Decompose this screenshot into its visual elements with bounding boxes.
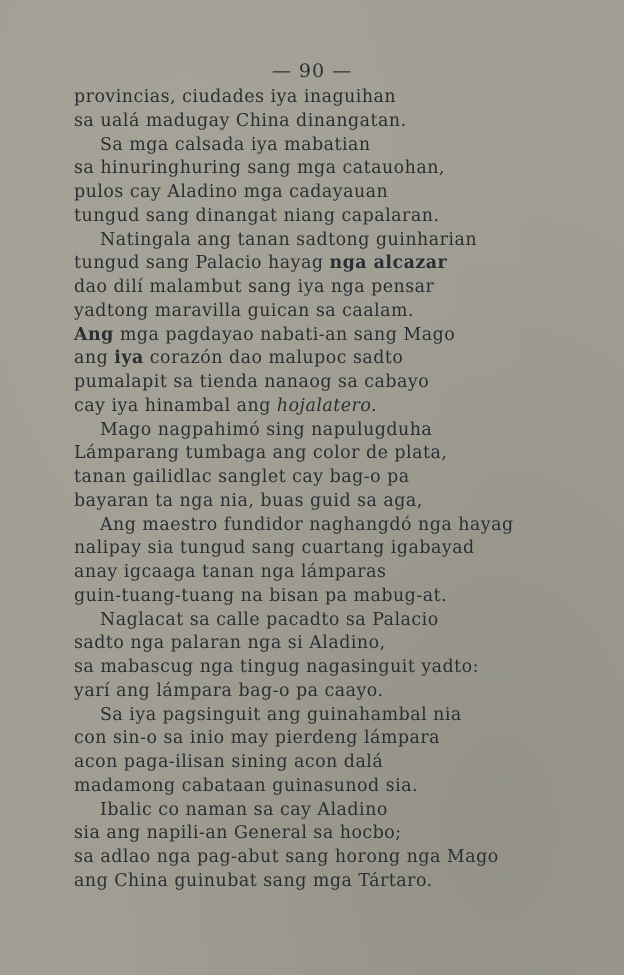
text-line [74,181,574,205]
text-segment: ang [74,348,115,369]
text-line [74,395,574,419]
poem-text [74,86,574,894]
text-line [74,585,574,609]
text-segment: iya [114,348,144,369]
text-line [74,442,574,466]
text-segment: Lámparang tumbaga ang color de plata, [74,443,448,464]
text-segment: con sin-o sa inio may pierdeng lámpara [74,728,441,749]
page-number: — 90 — [271,60,353,82]
text-line [74,656,574,680]
text-segment: cay iya hinambal ang [74,395,277,416]
text-segment: provincias, ciudades iya inaguihan [74,87,397,107]
text-line [74,537,574,561]
text-line [74,799,574,823]
text-segment: sadto nga palaran nga si Aladino, [74,633,386,654]
text-line [74,822,574,846]
text-segment: Sa iya pagsinguit ang guinahambal nia [100,704,462,725]
text-line [74,86,574,110]
text-line [74,347,574,371]
text-segment: hojalatero. [276,395,378,416]
text-segment: nalipay sia tungud sang cuartang igabayad [74,538,475,559]
text-line [74,466,574,490]
text-segment: tungud sang Palacio hayag [74,253,330,274]
text-line [74,727,574,751]
text-line [74,110,574,134]
text-segment: nga alcazar [329,253,448,274]
text-segment: sa hinuringhuring sang mga catauohan, [74,158,445,179]
text-line [74,870,574,894]
text-segment: acon paga-ilisan sining acon dalá [74,752,384,772]
text-line [74,276,574,300]
text-line [74,632,574,656]
text-segment: anay igcaaga tanan nga lámparas [74,562,387,582]
text-segment: Ibalic co naman sa cay Aladino [100,799,388,820]
text-line [74,205,574,229]
text-segment: Ang maestro fundidor naghangdó nga hayag [100,514,514,535]
text-line [74,680,574,704]
text-segment: sa adlao nga pag-abut sang horong nga Mago [74,847,499,867]
text-line [74,751,574,775]
text-line [74,514,574,538]
text-segment: sa mabascug nga tingug nagasinguit yadto: [74,657,479,677]
text-segment: ang China guinubat sang mga Tártaro. [74,870,433,891]
text-segment: tanan gailidlac sanglet cay bag-o pa [74,467,410,487]
text-segment: Mago nagpahimó sing napulugduha [100,419,433,440]
text-line [74,229,574,253]
text-line [74,846,574,870]
text-segment: guin-tuang-tuang na bisan pa mabug-at. [74,585,448,606]
text-segment: mga pagdayao nabati-an sang Mago [113,324,456,345]
text-line [74,561,574,585]
text-segment: bayaran ta nga nia, buas guid sa aga, [74,490,423,511]
text-segment: tungud sang dinangat niang capalaran. [74,205,440,226]
text-segment: corazón dao malupoc sadto [143,348,404,369]
text-segment: sia ang napili-an General sa hocbo; [74,823,402,844]
text-line [74,157,574,181]
text-line [74,490,574,514]
text-segment: pumalapit sa tienda nanaog sa cabayo [74,372,430,392]
text-segment: Natingala ang tanan sadtong guinharian [100,229,478,250]
text-line [74,324,574,348]
text-segment: pulos cay Aladino mga cadayauan [74,182,389,202]
text-line [74,300,574,324]
text-segment: sa ualá madugay China dinangatan. [74,110,407,131]
text-segment: Sa mga calsada iya mabatian [100,134,371,155]
text-segment: Ang [74,324,114,345]
text-line [74,371,574,395]
text-segment: yarí ang lámpara bag-o pa caayo. [74,680,384,701]
text-line [74,775,574,799]
text-segment: Naglacat sa calle pacadto sa Palacio [100,609,439,630]
text-line [74,252,574,276]
text-line [74,704,574,728]
text-segment: dao dilí malambut sang iya nga pensar [74,277,435,297]
text-segment: yadtong maravilla guican sa caalam. [74,300,415,321]
text-line [74,419,574,443]
text-line [74,609,574,633]
text-line [74,134,574,158]
text-segment: madamong cabataan guinasunod sia. [74,775,419,796]
